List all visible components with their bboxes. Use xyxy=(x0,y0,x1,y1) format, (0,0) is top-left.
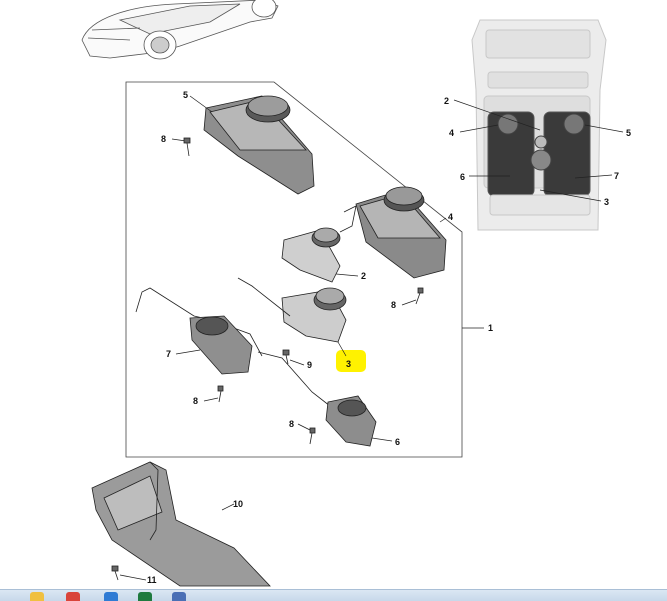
callout-10: 10 xyxy=(233,499,244,509)
callout-5: 5 xyxy=(183,90,189,100)
knob-module-2 xyxy=(282,228,340,282)
callout-3: 3 xyxy=(346,359,352,369)
callout-11: 11 xyxy=(147,575,157,585)
callout-4: 4 xyxy=(448,212,454,222)
callout-5-console: 5 xyxy=(626,128,632,138)
knob-module-3 xyxy=(238,278,346,342)
screw-11 xyxy=(112,566,146,580)
switch-module-4 xyxy=(340,187,446,278)
callout-9: 9 xyxy=(307,360,313,370)
callout-8-bottom: 8 xyxy=(289,419,295,429)
callout-8-top: 8 xyxy=(161,134,167,144)
taskbar xyxy=(0,589,667,601)
callout-1: 1 xyxy=(488,323,494,333)
callout-7-console: 7 xyxy=(614,171,620,181)
screw-8-top xyxy=(172,138,190,156)
callout-8-left: 8 xyxy=(193,396,199,406)
screw-8-bottom xyxy=(298,424,315,444)
bracket-10 xyxy=(92,462,270,586)
screw-8-right xyxy=(402,288,423,305)
callout-4-console: 4 xyxy=(449,128,455,138)
callout-7: 7 xyxy=(166,349,172,359)
callout-6-console: 6 xyxy=(460,172,466,182)
callout-2-console: 2 xyxy=(444,96,450,106)
switch-module-7 xyxy=(136,288,262,374)
callout-8-right: 8 xyxy=(391,300,397,310)
screw-8-left xyxy=(204,386,223,402)
callout-3-console: 3 xyxy=(604,197,610,207)
callout-2: 2 xyxy=(361,271,367,281)
car-icon xyxy=(82,0,278,59)
callout-6: 6 xyxy=(395,437,401,447)
switch-module-5 xyxy=(204,96,314,194)
